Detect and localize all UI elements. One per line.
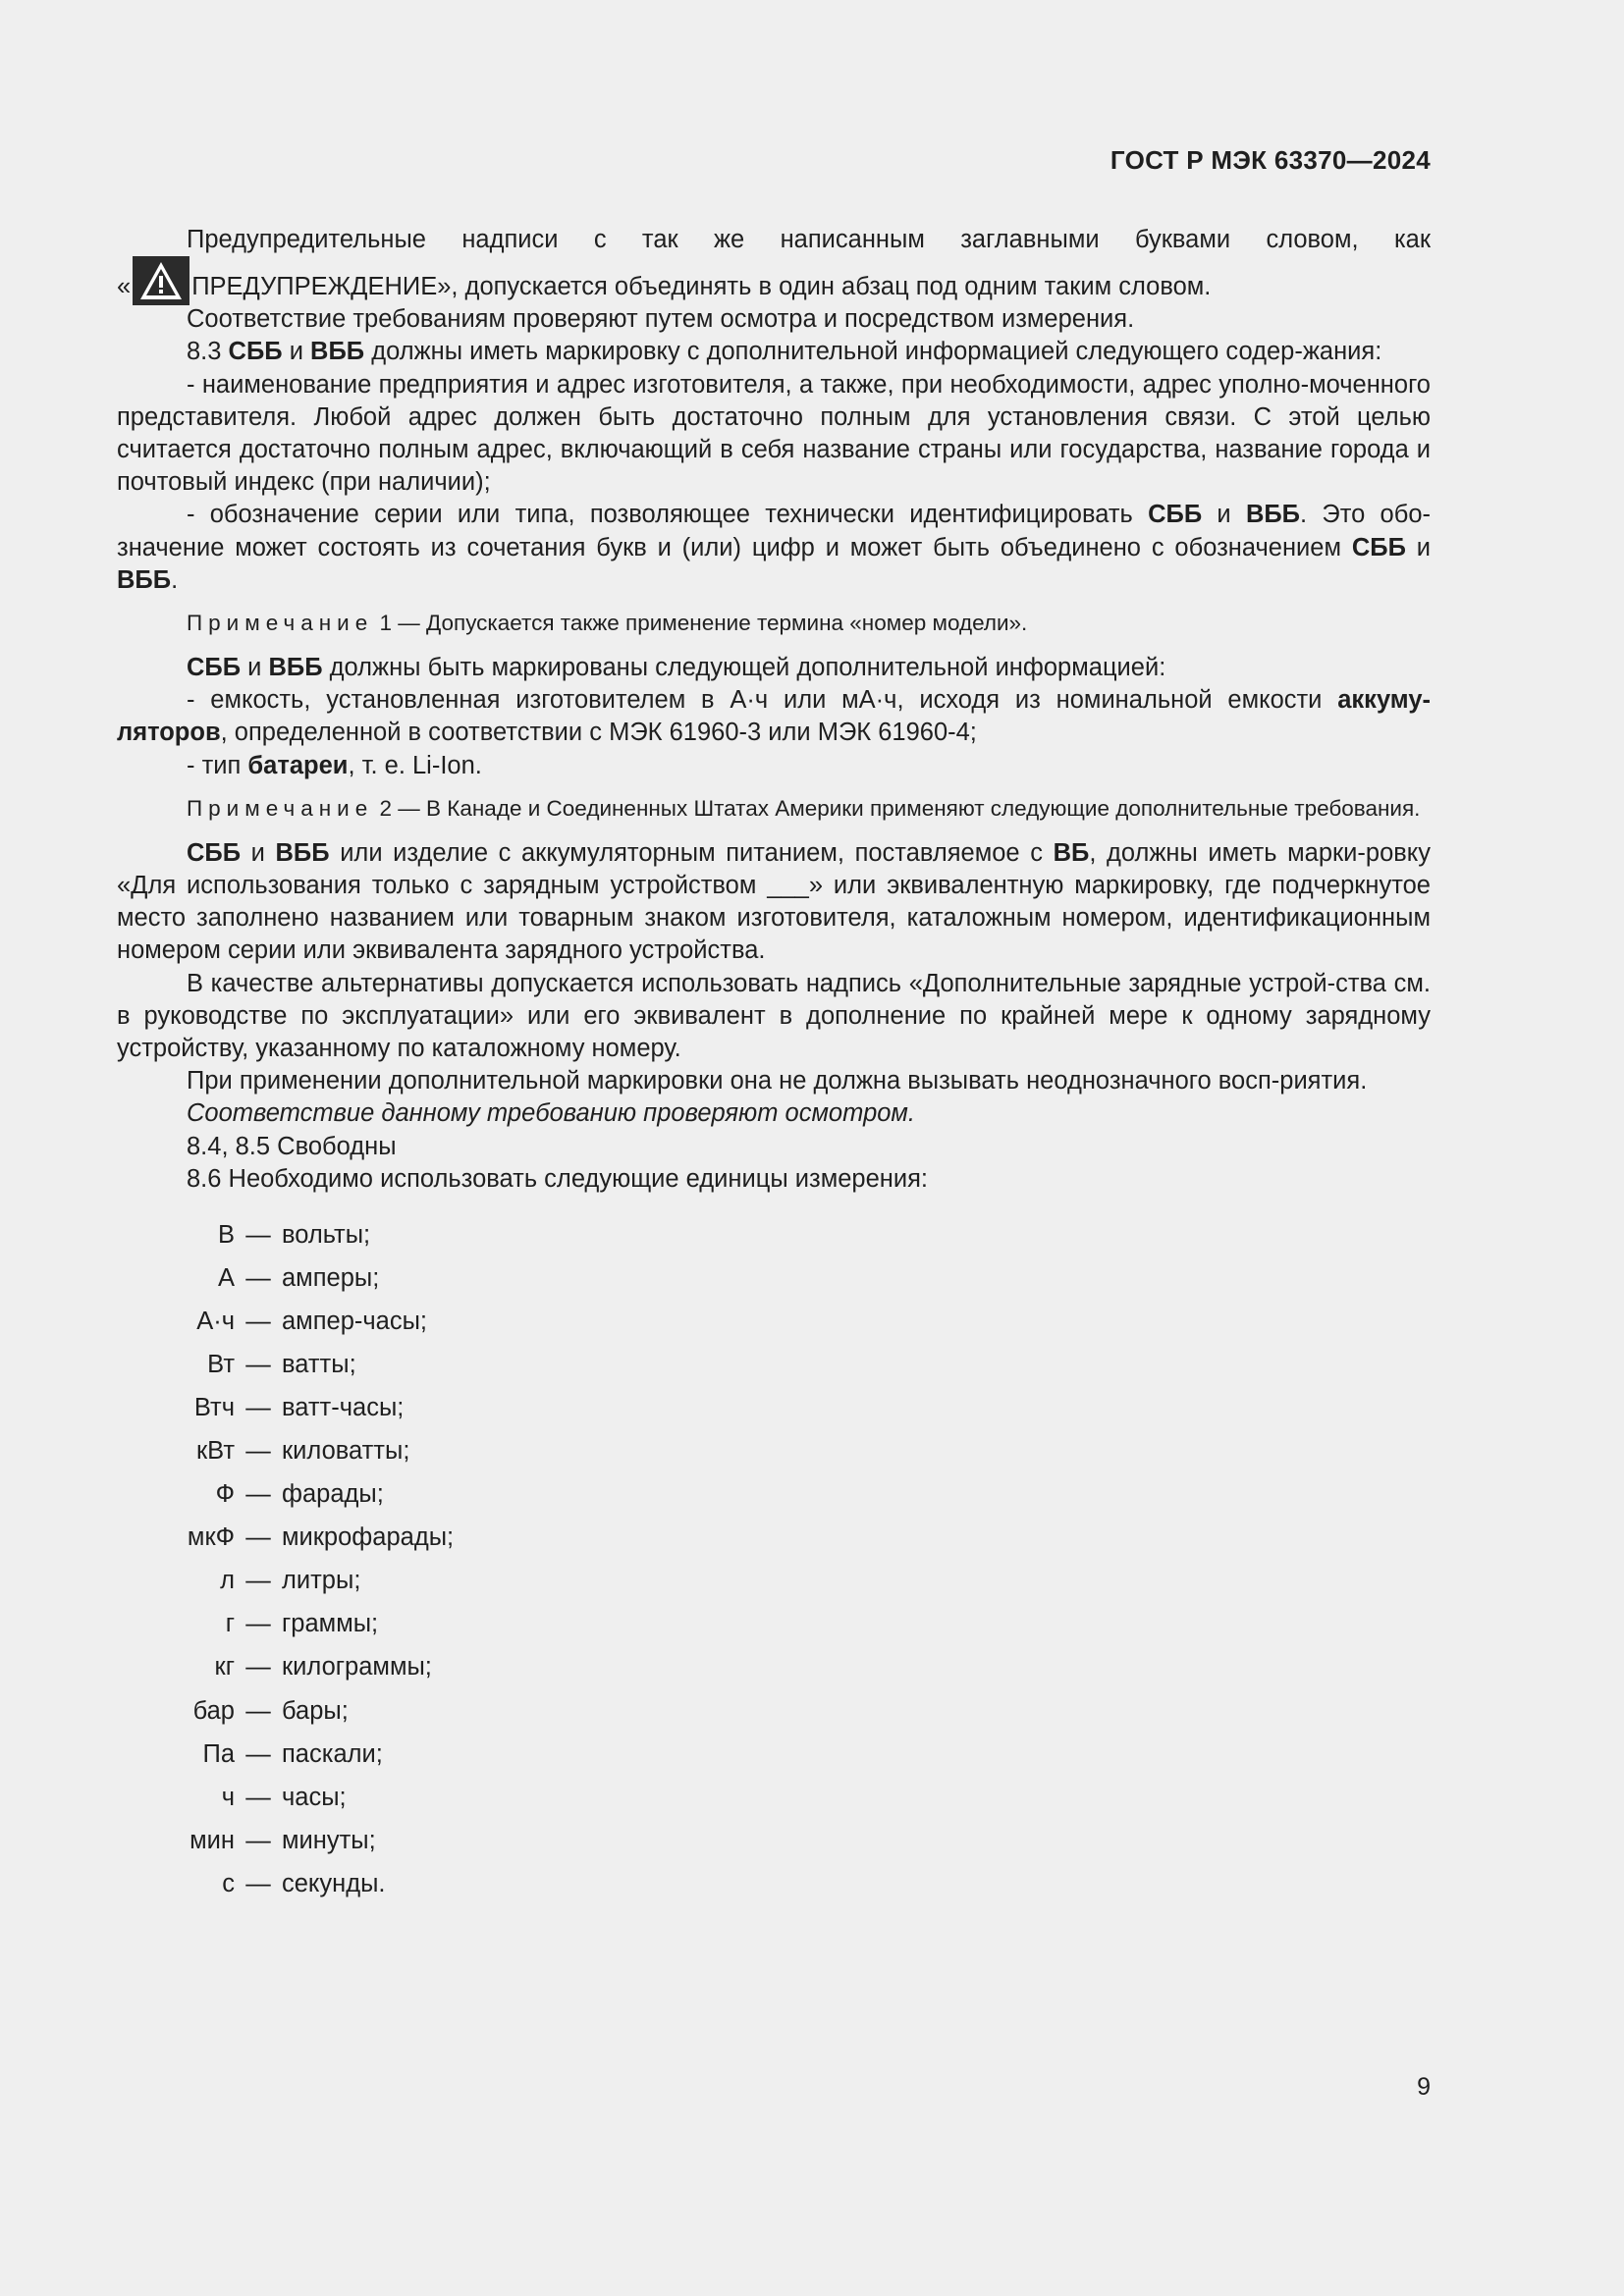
note-label: Примечание — [187, 611, 374, 636]
unit-dash: — — [245, 1307, 271, 1335]
unit-symbol: л — [220, 1567, 235, 1595]
open-quote: « — [117, 273, 132, 300]
paragraph-warning-word — [117, 256, 1431, 303]
list-item-series — [117, 499, 1431, 597]
paragraph-text: - емкость, установленная изготовителем в А·ч или мА·ч, исходя из номинальной емкости — [187, 686, 1338, 715]
paragraph-inspection: Соответствие данному требованию проверяют осмотром. — [187, 1099, 916, 1128]
unit-dash: — — [245, 1436, 271, 1465]
term-vbb: ВББ — [275, 838, 330, 867]
unit-symbol: Па — [202, 1739, 235, 1768]
unit-name: микрофарады; — [282, 1523, 455, 1552]
unit-name: ватты; — [282, 1350, 356, 1378]
punct: . — [171, 565, 179, 594]
paragraph-text: - тип — [187, 751, 248, 779]
unit-row — [117, 1560, 1431, 1603]
unit-symbol: Ф — [215, 1480, 235, 1509]
unit-name: бары; — [282, 1696, 349, 1725]
unit-name: вольты; — [282, 1220, 371, 1249]
term-vbb: ВББ — [117, 565, 172, 594]
paragraph-text: , т. е. Li-Ion. — [348, 751, 482, 779]
list-item-battery-type — [117, 750, 1431, 782]
unit-name: секунды. — [282, 1869, 386, 1897]
unit-symbol: В — [217, 1220, 235, 1249]
conj: и — [282, 338, 311, 366]
unit-row — [117, 1213, 1431, 1256]
unit-row — [117, 1300, 1431, 1343]
unit-symbol: ч — [221, 1783, 235, 1811]
paragraph-alternative: В качестве альтернативы допускается использовать надпись «Дополнительные зарядные устрой-ства см. в руководстве по эксплуатации» или его эквивалент в дополнение по крайней мере к одному зарядному устройству, указанному по каталожному номеру. — [117, 969, 1431, 1063]
unit-row — [117, 1646, 1431, 1689]
unit-name: часы; — [282, 1783, 347, 1811]
note-2 — [117, 794, 1431, 824]
unit-row — [117, 1862, 1431, 1905]
unit-dash: — — [245, 1480, 271, 1509]
unit-dash: — — [245, 1783, 271, 1811]
conj: и — [1405, 533, 1431, 561]
conj: и — [1202, 501, 1246, 529]
unit-dash: — — [245, 1739, 271, 1768]
unit-symbol: бар — [192, 1696, 235, 1725]
term-sbb: СББ — [228, 338, 283, 366]
unit-symbol: А·ч — [196, 1307, 235, 1335]
term-vb: ВБ — [1053, 838, 1090, 867]
unit-symbol: мкФ — [187, 1523, 235, 1552]
unit-name: амперы; — [282, 1263, 380, 1292]
unit-dash: — — [245, 1350, 271, 1378]
conj: и — [241, 838, 276, 867]
unit-dash: — — [245, 1610, 271, 1638]
term-battery: батареи — [247, 751, 349, 779]
paragraph-8-3 — [117, 336, 1431, 368]
paragraph-charger-marking — [117, 837, 1431, 968]
note-text: 1 — Допускается также применение термина «номер модели». — [373, 611, 1028, 636]
unit-dash: — — [245, 1696, 271, 1725]
unit-row — [117, 1603, 1431, 1646]
unit-row — [117, 1819, 1431, 1862]
unit-row — [117, 1517, 1431, 1560]
unit-name: граммы; — [282, 1610, 379, 1638]
unit-name: минуты; — [282, 1826, 376, 1854]
note-label: Примечание — [187, 795, 374, 821]
paragraph-text: . Это обо-значение может состоять из сочетания букв и (или) цифр и может быть объединено с обозначением — [117, 501, 1431, 561]
list-item-capacity — [117, 684, 1431, 749]
term-sbb: СББ — [1351, 533, 1406, 561]
unit-row — [117, 1256, 1431, 1300]
paragraph-warning-intro: Предупредительные надписи с так же написанным заглавными буквами словом, как — [187, 226, 1431, 253]
unit-name: килограммы; — [282, 1653, 432, 1682]
unit-symbol: кг — [214, 1653, 235, 1682]
warning-word-text: ПРЕДУПРЕЖДЕНИЕ», допускается объединять в один абзац под одним таким словом. — [191, 273, 1212, 300]
term-vbb: ВББ — [268, 654, 323, 682]
unit-symbol: с — [222, 1869, 235, 1897]
unit-dash: — — [245, 1826, 271, 1854]
unit-symbol: Вт — [207, 1350, 235, 1378]
warning-triangle-icon — [133, 256, 189, 305]
unit-symbol: кВт — [196, 1436, 235, 1465]
note-1 — [117, 609, 1431, 638]
conj: и — [241, 654, 269, 682]
unit-dash: — — [245, 1869, 271, 1897]
page-content — [117, 224, 1431, 1906]
paragraph-text: - обозначение серии или типа, позволяющее технически идентифицировать — [187, 501, 1149, 529]
unit-name: фарады; — [282, 1480, 384, 1509]
unit-symbol: А — [217, 1263, 235, 1292]
paragraph-ambiguity: При применении дополнительной маркировки она не должна вызывать неоднозначного восп-риятия. — [187, 1067, 1368, 1095]
unit-dash: — — [245, 1653, 271, 1682]
unit-row — [117, 1386, 1431, 1429]
unit-dash: — — [245, 1393, 271, 1421]
unit-name: ватт-часы; — [282, 1393, 405, 1421]
paragraph-text: должны быть маркированы следующей дополнительной информацией: — [322, 654, 1166, 682]
document-id-header: ГОСТ Р МЭК 63370—2024 — [1110, 145, 1431, 175]
unit-dash: — — [245, 1567, 271, 1595]
term-sbb: СББ — [1148, 501, 1203, 529]
unit-symbol: мин — [189, 1826, 235, 1854]
term-sbb: СББ — [187, 654, 242, 682]
paragraph-text: , должны иметь марки-ровку «Для использования только с зарядным устройством ___» или эквивалентную маркировку, где подчеркнутое место заполнено названием или товарным знаком изготовителя, каталожным номером, идентификационным номером серии или эквивалента зарядного устройства. — [117, 838, 1431, 965]
term-sbb: СББ — [187, 838, 242, 867]
unit-row — [117, 1776, 1431, 1819]
paragraph-text: должны иметь маркировку с дополнительной информацией следующего содер-жания: — [364, 338, 1382, 366]
unit-dash: — — [245, 1263, 271, 1292]
term-vbb: ВББ — [310, 338, 365, 366]
list-item-address: - наименование предприятия и адрес изготовителя, а также, при необходимости, адрес уполно-моченного представителя. Любой адрес должен быть достаточно полным для установления связи. С этой целью считается достаточно полным адрес, включающий в себя название страны или государства, название города и почтовый индекс (при наличии); — [117, 370, 1431, 497]
unit-row — [117, 1689, 1431, 1733]
term-accumulators: аккуму-ляторов — [117, 686, 1431, 747]
unit-symbol: Втч — [193, 1393, 235, 1421]
paragraph-additional-info — [117, 652, 1431, 684]
unit-row — [117, 1343, 1431, 1386]
unit-dash: — — [245, 1523, 271, 1552]
unit-symbol: г — [225, 1610, 235, 1638]
paragraph-8-6: 8.6 Необходимо использовать следующие единицы измерения: — [187, 1164, 929, 1193]
paragraph-text: или изделие с аккумуляторным питанием, поставляемое с — [329, 838, 1054, 867]
paragraph-8-4-8-5: 8.4, 8.5 Свободны — [187, 1132, 397, 1160]
unit-name: литры; — [282, 1567, 361, 1595]
paragraph-text: , определенной в соответствии с МЭК 61960-3 или МЭК 61960-4; — [220, 719, 977, 747]
paragraph-compliance: Соответствие требованиям проверяют путем осмотра и посредством измерения. — [187, 305, 1135, 334]
page-number: 9 — [1417, 2073, 1431, 2101]
unit-name: ампер-часы; — [282, 1307, 428, 1335]
section-number: 8.3 — [187, 338, 229, 366]
units-list — [117, 1213, 1431, 1906]
unit-dash: — — [245, 1220, 271, 1249]
note-text: 2 — В Канаде и Соединенных Штатах Америки применяют следующие дополнительные требования. — [373, 795, 1421, 821]
unit-row — [117, 1430, 1431, 1473]
unit-name: киловатты; — [282, 1436, 410, 1465]
unit-name: паскали; — [282, 1739, 383, 1768]
unit-row — [117, 1473, 1431, 1517]
unit-row — [117, 1733, 1431, 1776]
term-vbb: ВББ — [1245, 501, 1301, 529]
